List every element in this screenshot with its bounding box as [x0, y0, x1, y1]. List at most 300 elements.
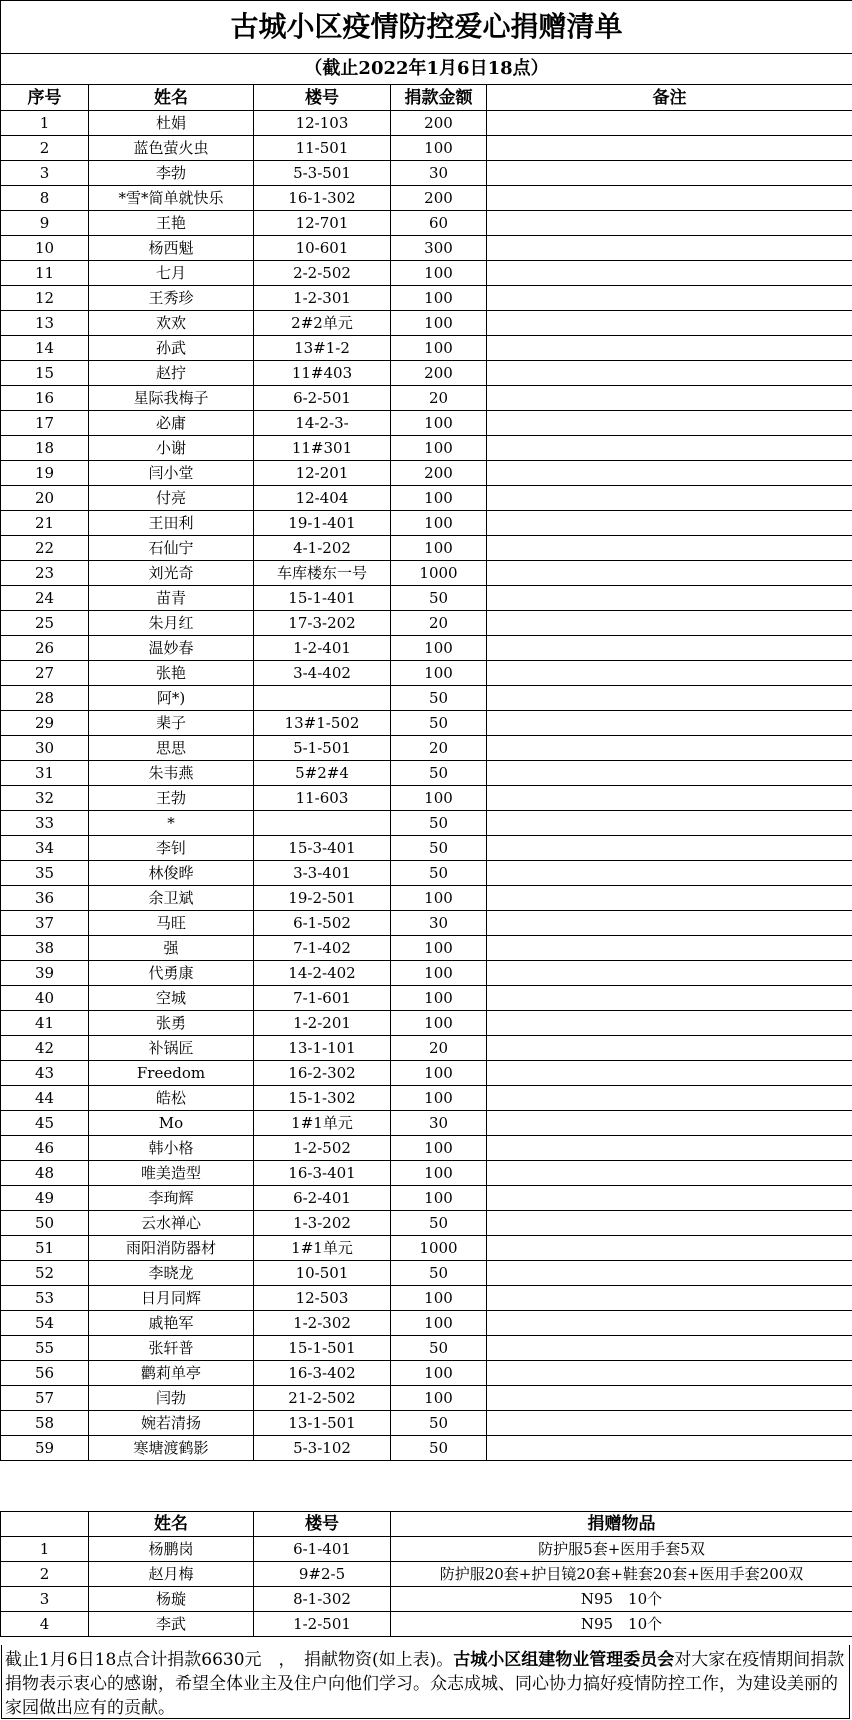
row-amount: 1000	[391, 561, 487, 586]
table-row	[1, 236, 852, 261]
footer-committee: 古城小区组建物业管理委员会	[453, 1650, 675, 1670]
row-notes	[487, 286, 852, 311]
row-notes	[487, 1436, 852, 1461]
row-building	[254, 686, 391, 711]
table-row	[1, 886, 852, 911]
row-notes	[487, 1311, 852, 1336]
row-name: Mo	[89, 1111, 254, 1136]
goods-table	[0, 1511, 852, 1637]
row-name: 李晓龙	[89, 1261, 254, 1286]
goods-row	[1, 1612, 852, 1637]
table-row	[1, 1161, 852, 1186]
table-row	[1, 1111, 852, 1136]
row-building: 1-2-201	[254, 1011, 391, 1036]
row-building: 13-1-101	[254, 1036, 391, 1061]
row-building: 16-3-402	[254, 1361, 391, 1386]
row-building: 13-1-501	[254, 1411, 391, 1436]
goods-name: 李武	[89, 1612, 254, 1637]
row-name: 棐子	[89, 711, 254, 736]
table-row	[1, 836, 852, 861]
goods-building: 6-1-401	[254, 1537, 391, 1562]
footer-text-c: 对大家在疫情期间捐款捐物表示衷心的感谢，希望全体业主及住户向他们学习。众志成城、同心协力搞好疫情防控工作，为建设美丽的家园做出应有的贡献。	[5, 1650, 845, 1718]
row-building: 10-601	[254, 236, 391, 261]
table-row	[1, 1361, 852, 1386]
row-building: 12-103	[254, 111, 391, 136]
table-row	[1, 311, 852, 336]
table-row	[1, 1011, 852, 1036]
goods-header-name: 姓名	[89, 1512, 254, 1537]
row-amount: 100	[391, 636, 487, 661]
row-amount: 50	[391, 1211, 487, 1236]
row-name: 李钊	[89, 836, 254, 861]
row-notes	[487, 1236, 852, 1261]
row-notes	[487, 1161, 852, 1186]
row-index: 27	[1, 661, 89, 686]
row-index: 39	[1, 961, 89, 986]
row-amount: 100	[391, 1186, 487, 1211]
table-row	[1, 511, 852, 536]
row-index: 43	[1, 1061, 89, 1086]
row-notes	[487, 886, 852, 911]
footer-note	[1, 1645, 850, 1719]
row-amount: 20	[391, 1036, 487, 1061]
row-amount: 100	[391, 486, 487, 511]
row-name: 雨阳消防器材	[89, 1236, 254, 1261]
row-index: 13	[1, 311, 89, 336]
row-index: 30	[1, 736, 89, 761]
row-amount: 200	[391, 111, 487, 136]
row-index: 46	[1, 1136, 89, 1161]
row-notes	[487, 1286, 852, 1311]
row-amount: 100	[391, 1286, 487, 1311]
row-index: 36	[1, 886, 89, 911]
table-row	[1, 586, 852, 611]
table-row	[1, 686, 852, 711]
row-amount: 1000	[391, 1236, 487, 1261]
row-name: 强	[89, 936, 254, 961]
row-name: 朱韦燕	[89, 761, 254, 786]
row-amount: 30	[391, 1111, 487, 1136]
row-building: 2-2-502	[254, 261, 391, 286]
row-index: 40	[1, 986, 89, 1011]
row-amount: 100	[391, 411, 487, 436]
row-index: 55	[1, 1336, 89, 1361]
row-notes	[487, 1036, 852, 1061]
row-name: 欢欢	[89, 311, 254, 336]
row-name: 杨西魁	[89, 236, 254, 261]
row-index: 19	[1, 461, 89, 486]
row-index: 1	[1, 111, 89, 136]
row-index: 14	[1, 336, 89, 361]
row-building: 1-2-502	[254, 1136, 391, 1161]
goods-header-index	[1, 1512, 89, 1537]
row-name: 星际我梅子	[89, 386, 254, 411]
row-name: 张艳	[89, 661, 254, 686]
table-header	[1, 85, 852, 111]
row-building: 1-2-301	[254, 286, 391, 311]
row-building: 16-3-401	[254, 1161, 391, 1186]
row-building: 1#1单元	[254, 1236, 391, 1261]
row-amount: 100	[391, 1361, 487, 1386]
row-notes	[487, 836, 852, 861]
row-notes	[487, 811, 852, 836]
goods-row	[1, 1562, 852, 1587]
row-building: 7-1-601	[254, 986, 391, 1011]
row-notes	[487, 111, 852, 136]
row-building: 14-2-3-	[254, 411, 391, 436]
row-index: 9	[1, 211, 89, 236]
row-building: 1-3-202	[254, 1211, 391, 1236]
row-notes	[487, 511, 852, 536]
row-index: 50	[1, 1211, 89, 1236]
col-header-notes: 备注	[487, 85, 852, 111]
row-name: 付亮	[89, 486, 254, 511]
row-name: 韩小格	[89, 1136, 254, 1161]
goods-index: 2	[1, 1562, 89, 1587]
row-index: 22	[1, 536, 89, 561]
row-amount: 100	[391, 511, 487, 536]
row-index: 54	[1, 1311, 89, 1336]
row-building: 1-2-302	[254, 1311, 391, 1336]
row-name: 代勇康	[89, 961, 254, 986]
row-building: 15-1-302	[254, 1086, 391, 1111]
row-notes	[487, 1211, 852, 1236]
row-index: 37	[1, 911, 89, 936]
row-amount: 50	[391, 811, 487, 836]
row-building: 6-2-501	[254, 386, 391, 411]
row-notes	[487, 436, 852, 461]
row-index: 26	[1, 636, 89, 661]
row-index: 24	[1, 586, 89, 611]
goods-building: 1-2-501	[254, 1612, 391, 1637]
row-notes	[487, 1136, 852, 1161]
row-index: 11	[1, 261, 89, 286]
row-amount: 200	[391, 461, 487, 486]
table-row	[1, 961, 852, 986]
row-index: 2	[1, 136, 89, 161]
row-notes	[487, 786, 852, 811]
row-index: 41	[1, 1011, 89, 1036]
row-amount: 100	[391, 436, 487, 461]
table-row	[1, 411, 852, 436]
row-index: 12	[1, 286, 89, 311]
row-notes	[487, 911, 852, 936]
row-index: 28	[1, 686, 89, 711]
row-notes	[487, 611, 852, 636]
row-name: 马旺	[89, 911, 254, 936]
table-row	[1, 261, 852, 286]
row-index: 53	[1, 1286, 89, 1311]
row-notes	[487, 961, 852, 986]
row-name: 补锅匠	[89, 1036, 254, 1061]
goods-header-items: 捐赠物品	[391, 1512, 852, 1537]
goods-building: 9#2-5	[254, 1562, 391, 1587]
row-notes	[487, 711, 852, 736]
row-building: 12-503	[254, 1286, 391, 1311]
row-building: 10-501	[254, 1261, 391, 1286]
page-title: 古城小区疫情防控爱心捐赠清单	[1, 1, 852, 54]
row-amount: 100	[391, 311, 487, 336]
table-row	[1, 911, 852, 936]
row-name: 张轩普	[89, 1336, 254, 1361]
table-row	[1, 436, 852, 461]
row-index: 3	[1, 161, 89, 186]
row-index: 49	[1, 1186, 89, 1211]
row-amount: 50	[391, 1261, 487, 1286]
row-building: 7-1-402	[254, 936, 391, 961]
row-amount: 50	[391, 861, 487, 886]
row-amount: 100	[391, 261, 487, 286]
goods-items: N95 10个	[391, 1612, 852, 1637]
row-amount: 100	[391, 986, 487, 1011]
table-row	[1, 1061, 852, 1086]
table-row	[1, 786, 852, 811]
row-notes	[487, 936, 852, 961]
row-amount: 100	[391, 961, 487, 986]
row-index: 51	[1, 1236, 89, 1261]
row-amount: 300	[391, 236, 487, 261]
table-row	[1, 1311, 852, 1336]
row-name: 蓝色萤火虫	[89, 136, 254, 161]
row-building: 5-1-501	[254, 736, 391, 761]
table-row	[1, 861, 852, 886]
table-row	[1, 636, 852, 661]
row-notes	[487, 211, 852, 236]
goods-building: 8-1-302	[254, 1587, 391, 1612]
row-index: 17	[1, 411, 89, 436]
row-index: 16	[1, 386, 89, 411]
row-building: 3-4-402	[254, 661, 391, 686]
row-name: 张勇	[89, 1011, 254, 1036]
row-notes	[487, 486, 852, 511]
row-name: 苗青	[89, 586, 254, 611]
row-index: 23	[1, 561, 89, 586]
row-name: 王勃	[89, 786, 254, 811]
row-amount: 50	[391, 1336, 487, 1361]
row-name: *雪*简单就快乐	[89, 186, 254, 211]
goods-header-building: 楼号	[254, 1512, 391, 1537]
row-notes	[487, 1061, 852, 1086]
table-row	[1, 1386, 852, 1411]
table-row	[1, 111, 852, 136]
row-amount: 50	[391, 586, 487, 611]
row-index: 33	[1, 811, 89, 836]
col-header-building: 楼号	[254, 85, 391, 111]
table-row	[1, 986, 852, 1011]
row-name: 思思	[89, 736, 254, 761]
row-notes	[487, 1336, 852, 1361]
row-building: 14-2-402	[254, 961, 391, 986]
row-name: 王艳	[89, 211, 254, 236]
table-row	[1, 1036, 852, 1061]
goods-index: 1	[1, 1537, 89, 1562]
row-notes	[487, 1411, 852, 1436]
row-amount: 50	[391, 1411, 487, 1436]
row-notes	[487, 361, 852, 386]
row-building: 16-1-302	[254, 186, 391, 211]
goods-name: 杨鹏岗	[89, 1537, 254, 1562]
row-amount: 50	[391, 711, 487, 736]
row-notes	[487, 586, 852, 611]
table-row	[1, 1286, 852, 1311]
row-building: 3-3-401	[254, 861, 391, 886]
row-building: 19-2-501	[254, 886, 391, 911]
row-name: 李勃	[89, 161, 254, 186]
row-notes	[487, 461, 852, 486]
row-notes	[487, 861, 852, 886]
row-name: 阿*)	[89, 686, 254, 711]
row-notes	[487, 661, 852, 686]
row-name: 赵拧	[89, 361, 254, 386]
row-name: 空城	[89, 986, 254, 1011]
row-name: 戚艳军	[89, 1311, 254, 1336]
row-index: 32	[1, 786, 89, 811]
row-building: 13#1-2	[254, 336, 391, 361]
row-building: 5-3-501	[254, 161, 391, 186]
table-row	[1, 936, 852, 961]
row-notes	[487, 161, 852, 186]
row-notes	[487, 386, 852, 411]
col-header-amount: 捐款金额	[391, 85, 487, 111]
row-notes	[487, 1111, 852, 1136]
row-index: 42	[1, 1036, 89, 1061]
table-row	[1, 1261, 852, 1286]
row-index: 57	[1, 1386, 89, 1411]
row-building: 15-3-401	[254, 836, 391, 861]
row-amount: 20	[391, 736, 487, 761]
table-row	[1, 561, 852, 586]
row-name: 孙武	[89, 336, 254, 361]
table-row	[1, 1336, 852, 1361]
row-building	[254, 811, 391, 836]
row-notes	[487, 736, 852, 761]
row-amount: 50	[391, 836, 487, 861]
row-index: 18	[1, 436, 89, 461]
row-amount: 100	[391, 936, 487, 961]
row-building: 车库楼东一号	[254, 561, 391, 586]
row-amount: 50	[391, 761, 487, 786]
goods-index: 3	[1, 1587, 89, 1612]
row-amount: 60	[391, 211, 487, 236]
table-row	[1, 536, 852, 561]
row-notes	[487, 311, 852, 336]
goods-header	[1, 1512, 852, 1537]
row-amount: 100	[391, 661, 487, 686]
table-row	[1, 136, 852, 161]
row-name: 温妙春	[89, 636, 254, 661]
row-notes	[487, 636, 852, 661]
row-amount: 100	[391, 1311, 487, 1336]
table-row	[1, 711, 852, 736]
row-building: 15-1-401	[254, 586, 391, 611]
row-building: 12-701	[254, 211, 391, 236]
row-building: 11-603	[254, 786, 391, 811]
row-notes	[487, 411, 852, 436]
row-index: 56	[1, 1361, 89, 1386]
row-building: 1-2-401	[254, 636, 391, 661]
table-row	[1, 811, 852, 836]
table-row	[1, 1436, 852, 1461]
row-name: 七月	[89, 261, 254, 286]
row-notes	[487, 1011, 852, 1036]
row-name: 必庸	[89, 411, 254, 436]
row-amount: 100	[391, 1136, 487, 1161]
row-amount: 200	[391, 186, 487, 211]
row-name: Freedom	[89, 1061, 254, 1086]
goods-items: 防护服20套+护目镜20套+鞋套20套+医用手套200双	[391, 1562, 852, 1587]
goods-items: N95 10个	[391, 1587, 852, 1612]
table-row	[1, 1086, 852, 1111]
row-name: 王秀珍	[89, 286, 254, 311]
row-amount: 100	[391, 336, 487, 361]
table-row	[1, 286, 852, 311]
row-amount: 200	[391, 361, 487, 386]
row-building: 5-3-102	[254, 1436, 391, 1461]
page-subtitle: （截止2022年1月6日18点）	[1, 54, 852, 85]
row-index: 25	[1, 611, 89, 636]
table-row	[1, 461, 852, 486]
row-amount: 100	[391, 786, 487, 811]
table-row	[1, 361, 852, 386]
row-name: 闫勃	[89, 1386, 254, 1411]
row-name: 小谢	[89, 436, 254, 461]
row-amount: 100	[391, 536, 487, 561]
row-notes	[487, 1386, 852, 1411]
col-header-index: 序号	[1, 85, 89, 111]
row-name: 鹳莉单亭	[89, 1361, 254, 1386]
row-notes	[487, 236, 852, 261]
row-building: 15-1-501	[254, 1336, 391, 1361]
row-name: 寒塘渡鹤影	[89, 1436, 254, 1461]
table-row	[1, 486, 852, 511]
row-amount: 30	[391, 911, 487, 936]
row-index: 45	[1, 1111, 89, 1136]
row-amount: 20	[391, 611, 487, 636]
row-index: 44	[1, 1086, 89, 1111]
row-index: 35	[1, 861, 89, 886]
goods-row	[1, 1587, 852, 1612]
row-amount: 100	[391, 1161, 487, 1186]
row-amount: 30	[391, 161, 487, 186]
row-notes	[487, 686, 852, 711]
table-row	[1, 1236, 852, 1261]
row-name: 余卫斌	[89, 886, 254, 911]
row-index: 52	[1, 1261, 89, 1286]
row-index: 48	[1, 1161, 89, 1186]
row-building: 21-2-502	[254, 1386, 391, 1411]
table-row	[1, 186, 852, 211]
row-building: 12-404	[254, 486, 391, 511]
goods-name: 赵月梅	[89, 1562, 254, 1587]
table-row	[1, 336, 852, 361]
table-row	[1, 211, 852, 236]
row-building: 5#2#4	[254, 761, 391, 786]
row-notes	[487, 261, 852, 286]
row-amount: 100	[391, 136, 487, 161]
table-row	[1, 661, 852, 686]
goods-index: 4	[1, 1612, 89, 1637]
goods-items: 防护服5套+医用手套5双	[391, 1537, 852, 1562]
table-row	[1, 1186, 852, 1211]
row-building: 17-3-202	[254, 611, 391, 636]
row-notes	[487, 136, 852, 161]
row-building: 19-1-401	[254, 511, 391, 536]
row-name: 杜娟	[89, 111, 254, 136]
row-notes	[487, 1086, 852, 1111]
row-name: 皓松	[89, 1086, 254, 1111]
table-row	[1, 161, 852, 186]
row-index: 21	[1, 511, 89, 536]
